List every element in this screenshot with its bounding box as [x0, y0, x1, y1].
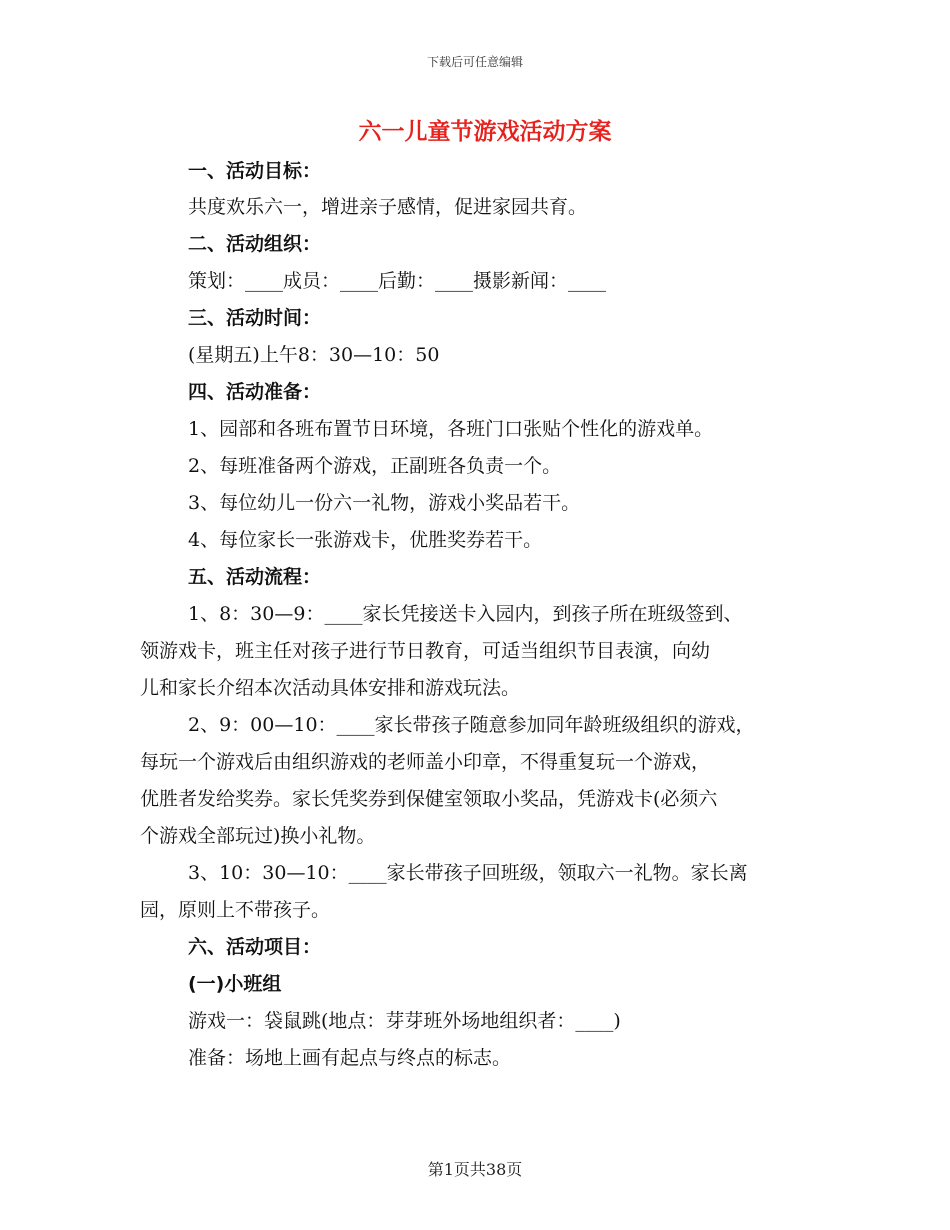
paragraph-line: 个游戏全部玩过)换小礼物。: [140, 825, 376, 847]
paragraph: 准备：场地上画有起点与终点的标志。: [188, 1047, 512, 1069]
page-number: 第1页共38页: [427, 1160, 523, 1179]
section-heading: 三、活动时间：: [188, 307, 322, 329]
subsection-heading: (一)小班组: [188, 973, 282, 995]
paragraph: 共度欢乐六一，增进亲子感情，促进家园共育。: [188, 196, 588, 218]
paragraph-line: 儿和家长介绍本次活动具体安排和游戏玩法。: [140, 677, 521, 699]
list-item: 2、每班准备两个游戏，正副班各负责一个。: [188, 455, 562, 477]
paragraph: 游戏一：袋鼠跳(地点：芽芽班外场地组织者：____): [188, 1010, 621, 1032]
section-heading: 四、活动准备：: [188, 381, 322, 403]
paragraph-line: 领游戏卡，班主任对孩子进行节日教育，可适当组织节目表演，向幼: [140, 640, 711, 662]
list-item: 3、每位幼儿一份六一礼物，游戏小奖品若干。: [188, 492, 581, 514]
paragraph-line: 优胜者发给奖券。家长凭奖券到保健室领取小奖品，凭游戏卡(必须六: [140, 788, 718, 810]
list-item: 1、园部和各班布置节日环境，各班门口张贴个性化的游戏单。: [188, 418, 714, 440]
paragraph-line: 2、9：00—10：____家长带孩子随意参加同年龄班级组织的游戏，: [188, 714, 755, 736]
section-heading: 五、活动流程：: [188, 566, 322, 588]
section-heading: 二、活动组织：: [188, 233, 322, 255]
paragraph: 策划：____成员：____后勤：____摄影新闻：____: [188, 270, 607, 292]
section-heading: 一、活动目标：: [188, 160, 322, 182]
page-header-note: 下载后可任意编辑: [426, 55, 523, 69]
list-item: 4、每位家长一张游戏卡，优胜奖券若干。: [188, 529, 543, 551]
paragraph-line: 每玩一个游戏后由组织游戏的老师盖小印章，不得重复玩一个游戏，: [140, 751, 711, 773]
paragraph-line: 园，原则上不带孩子。: [140, 899, 331, 921]
document-title: 六一儿童节游戏活动方案: [358, 119, 612, 145]
section-heading: 六、活动项目：: [188, 936, 322, 958]
paragraph-line: 1、8：30—9：____家长凭接送卡入园内，到孩子所在班级签到、: [188, 603, 743, 625]
paragraph: (星期五)上午8：30—10：50: [188, 344, 440, 366]
paragraph-line: 3、10：30—10：____家长带孩子回班级，领取六一礼物。家长离: [188, 862, 748, 884]
